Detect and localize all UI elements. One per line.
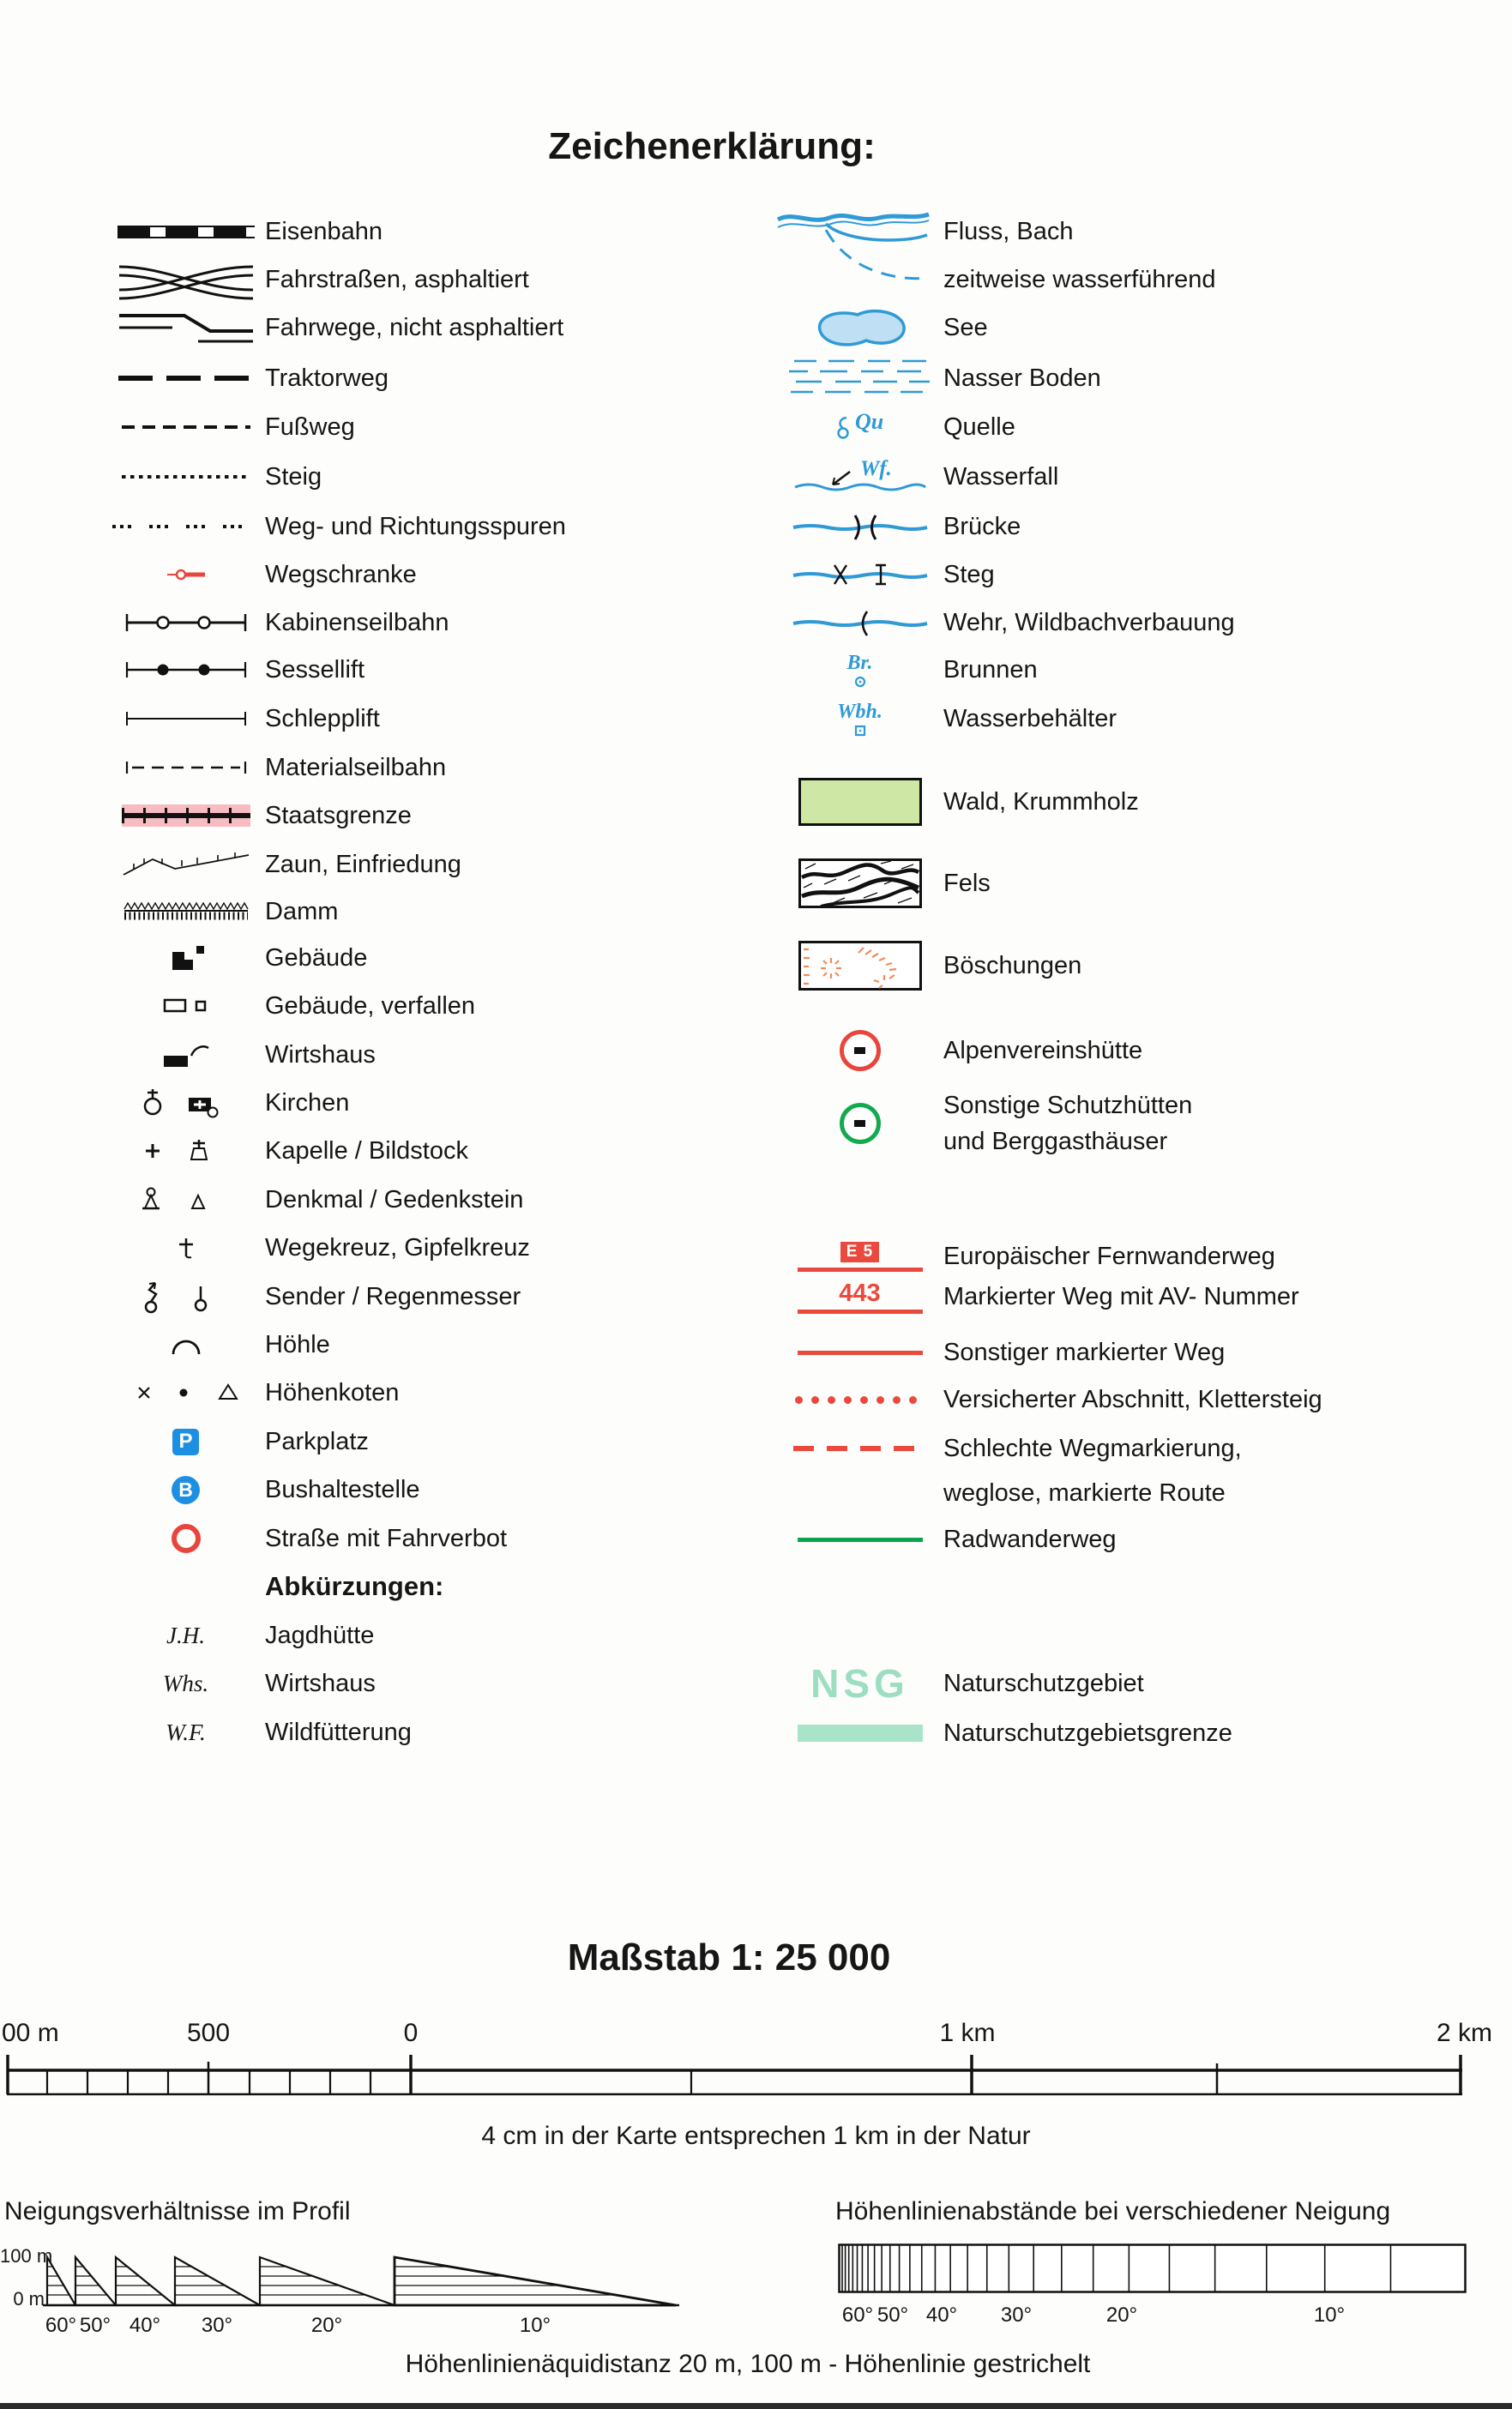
legend-label: Weg- und Richtungsspuren [265, 512, 566, 540]
legend-row [106, 503, 792, 551]
waterfall-abbr: Wf. [859, 457, 892, 480]
legend-row [106, 1176, 792, 1224]
legend-row [776, 256, 1512, 304]
legend-row [776, 1655, 1512, 1712]
legend-row [106, 208, 792, 256]
legend-row [106, 354, 792, 402]
legend-label: Wasserbehälter [943, 704, 1117, 732]
legend-row [106, 1418, 792, 1466]
legend-label: Gebäude, verfallen [265, 991, 476, 1020]
legend-row [776, 599, 1512, 647]
scale-tick-label: 500 [186, 2019, 231, 2047]
legend-row [106, 256, 792, 304]
legend-label: Denkmal / Gedenkstein [265, 1185, 524, 1214]
legend-row [106, 304, 792, 352]
rock-icon [776, 858, 943, 908]
legend-label: See [943, 313, 988, 341]
legend-label: Naturschutzgebietsgrenze [943, 1719, 1232, 1747]
legend-label: Kirchen [265, 1088, 350, 1117]
unpaved-road-icon [106, 309, 265, 346]
legend-label: Kapelle / Bildstock [265, 1136, 468, 1165]
legend-label: Brunnen [943, 655, 1038, 684]
legend-label: Böschungen [943, 951, 1082, 979]
legend-row [106, 1708, 792, 1756]
abbreviations-heading: Abkürzungen: [265, 1571, 444, 1601]
legend-label: Jagdhütte [265, 1621, 375, 1649]
waterfall-icon [776, 455, 943, 499]
legend-label: Wirtshaus [265, 1669, 376, 1697]
wayside-cross-icon [106, 1233, 265, 1262]
abbr-wf: W.F. [166, 1719, 206, 1745]
contour-angle-label: 50° [876, 2304, 909, 2327]
abbr-jh: J.H. [166, 1622, 205, 1648]
legend-row [776, 777, 1512, 827]
legend-label: Materialseilbahn [265, 753, 447, 781]
nature-reserve-icon [776, 1660, 943, 1707]
legend-row [776, 1515, 1512, 1563]
legend-row [106, 646, 792, 694]
chapel-shrine-icon [106, 1135, 265, 1166]
legend-row [106, 403, 792, 451]
legend-row [106, 1273, 792, 1321]
legend-row [776, 1273, 1512, 1321]
scan-edge [0, 2403, 1512, 2409]
legend-label: Alpenvereinshütte [943, 1036, 1143, 1064]
spring-icon [776, 410, 943, 444]
elevation-points-icon [106, 1380, 265, 1406]
water-tank-icon [776, 701, 943, 738]
legend-row [776, 695, 1512, 743]
chairlift-icon [106, 658, 265, 682]
cable-car-icon [106, 611, 265, 635]
parking-letter: P [178, 1430, 193, 1453]
embankment-icon [776, 941, 943, 991]
legend-row [776, 403, 1512, 451]
e5-badge: E 5 [840, 1242, 880, 1262]
legend-label: und Berggasthäuser [943, 1128, 1168, 1155]
contour-angle-label: 40° [925, 2304, 958, 2327]
abbreviations-heading-row [106, 1563, 792, 1611]
legend-row [106, 1466, 792, 1514]
well-abbr: Br. [846, 651, 873, 674]
legend-label: Damm [265, 897, 339, 925]
scale-title: Maßstab 1: 25 000 [567, 1936, 891, 1978]
legend-row [776, 1376, 1512, 1424]
legend-label: Staatsgrenze [265, 801, 412, 829]
legend-row [776, 1424, 1512, 1473]
scale-tick-label: 1 km [939, 2019, 996, 2047]
legend-row [106, 1369, 792, 1417]
legend-label: Fluss, Bach [943, 217, 1074, 245]
legend-label: Sonstiger markierter Weg [943, 1338, 1226, 1366]
scale-tick-label: 2 km [1436, 2019, 1492, 2047]
legend-label: Straße mit Fahrverbot [265, 1524, 508, 1552]
legend-row [106, 1224, 792, 1272]
legend-label: Traktorweg [265, 364, 389, 392]
profile-ylabel-top: 100 m [0, 2245, 53, 2267]
material-ropeway-icon [106, 757, 265, 778]
legend-row [776, 1469, 1512, 1517]
legend-label: Wald, Krummholz [943, 787, 1139, 816]
legend-label: Sender / Regenmesser [265, 1282, 521, 1310]
legend-label: Höhenkoten [265, 1378, 400, 1406]
paved-road-icon [106, 259, 265, 300]
page-title: Zeichenerklärung: [548, 125, 876, 167]
legend-label: Europäischer Fernwanderweg [943, 1242, 1275, 1270]
footer-caption: Höhenlinienäquidistanz 20 m, 100 m - Höhenlinie gestrichelt [405, 2350, 1091, 2378]
profile-angle-label: 40° [129, 2314, 161, 2337]
legend-label: Schlepplift [265, 704, 380, 732]
state-border-icon [106, 804, 265, 827]
legend-row [776, 354, 1512, 402]
contour-angle-label: 10° [1313, 2304, 1346, 2327]
forest-icon [776, 778, 943, 826]
legend-label: Versicherter Abschnitt, Klettersteig [943, 1385, 1322, 1413]
track-traces-icon [106, 525, 265, 528]
bridge-icon [776, 510, 943, 543]
inn-icon [106, 1040, 265, 1069]
legend-row [776, 941, 1512, 991]
legend-label: Wehr, Wildbachverbauung [943, 608, 1235, 636]
legend-row [776, 1328, 1512, 1376]
legend-row [106, 1321, 792, 1369]
legend-label: Höhle [265, 1330, 330, 1358]
legend-row [106, 934, 792, 982]
tractor-track-icon [106, 376, 265, 381]
legend-row [776, 503, 1512, 551]
legend-row [106, 1031, 792, 1079]
legend-label: Wildfütterung [265, 1718, 412, 1746]
profile-angle-label: 50° [79, 2314, 111, 2337]
legend-row [106, 453, 792, 501]
scale-tick-label: 00 m [2, 2019, 59, 2047]
legend-row [106, 1079, 792, 1127]
legend-row [776, 1092, 1512, 1155]
marked-trail-icon [776, 1351, 943, 1355]
trail-icon [106, 475, 265, 479]
legend-label: Wegekreuz, Gipfelkreuz [265, 1233, 530, 1262]
lake-icon [776, 303, 943, 352]
scale-tick-label: 0 [403, 2019, 419, 2047]
legend-label: Zaun, Einfriedung [265, 850, 461, 878]
legend-row [106, 1659, 792, 1707]
legend-row [106, 792, 792, 840]
weir-icon [776, 606, 943, 639]
legend-row [776, 646, 1512, 694]
barrier-icon [106, 568, 265, 581]
scale-bar [0, 2051, 1512, 2103]
slope-profile-diagram [26, 2230, 703, 2316]
scale-caption: 4 cm in der Karte entsprechen 1 km in der Natur [481, 2122, 1031, 2150]
t-bar-lift-icon [106, 708, 265, 729]
legend-label: Wasserfall [943, 462, 1059, 491]
nature-reserve-border-icon [776, 1725, 943, 1742]
legend-row [106, 1515, 792, 1563]
well-icon [776, 652, 943, 689]
legend-row [106, 695, 792, 743]
railway-icon [106, 226, 265, 238]
legend-row [106, 840, 792, 888]
nsg-letters: NSG [810, 1661, 909, 1706]
legend-label: zeitweise wasserführend [943, 265, 1216, 293]
wet-ground-icon [776, 354, 943, 402]
legend-label: Wegschranke [265, 560, 417, 588]
legend-label: Steg [943, 560, 995, 588]
e5-trail-icon [776, 1242, 943, 1272]
profile-angle-label: 20° [310, 2314, 343, 2337]
alpine-club-hut-icon [776, 1030, 943, 1071]
bus-stop-icon [106, 1476, 265, 1504]
contour-angle-label: 20° [1105, 2304, 1138, 2327]
poor-marking-icon [776, 1446, 943, 1451]
legend-row [776, 551, 1512, 599]
ruined-building-icon [106, 997, 265, 1015]
av-number-trail-icon [776, 1280, 943, 1314]
legend-label: Eisenbahn [265, 217, 383, 245]
legend-label: weglose, markierte Route [943, 1479, 1226, 1507]
legend-label: Kabinenseilbahn [265, 608, 449, 636]
legend-label: Nasser Boden [943, 364, 1101, 392]
legend-row [776, 208, 1512, 256]
legend-row [776, 1709, 1512, 1757]
legend-row [776, 858, 1512, 908]
legend-label: Fels [943, 869, 991, 897]
legend-label: Naturschutzgebiet [943, 1669, 1144, 1697]
legend-label: Brücke [943, 512, 1021, 540]
profile-title: Neigungsverhältnisse im Profil [4, 2197, 351, 2225]
contour-angle-label: 30° [1000, 2304, 1033, 2327]
av-number: 443 [839, 1280, 881, 1307]
legend-label: Radwanderweg [943, 1525, 1117, 1553]
legend-row [106, 888, 792, 936]
fence-icon [106, 851, 265, 878]
legend-label: Fahrstraßen, asphaltiert [265, 265, 529, 293]
via-ferrata-icon [776, 1396, 943, 1404]
legend-row [106, 551, 792, 599]
legend-row [106, 744, 792, 792]
profile-angle-label: 30° [201, 2314, 233, 2337]
contour-angle-label: 60° [841, 2304, 874, 2327]
contour-spacing-diagram [838, 2243, 1467, 2293]
parking-icon [106, 1429, 265, 1455]
monument-icon [106, 1184, 265, 1215]
legend-row [106, 599, 792, 647]
bike-route-icon [776, 1538, 943, 1542]
legend-label: Quelle [943, 413, 1015, 441]
legend-row [106, 1611, 792, 1659]
spring-abbr: Qu [854, 410, 883, 434]
water-tank-abbr: Wbh. [837, 700, 883, 723]
legend-label: Steig [265, 462, 322, 491]
building-icon [106, 942, 265, 974]
other-hut-icon [776, 1103, 943, 1144]
legend-row [776, 1027, 1512, 1075]
abbr-whs: Whs. [162, 1670, 209, 1696]
profile-angle-label: 10° [519, 2314, 551, 2337]
footpath-icon [106, 425, 265, 429]
legend-label: Schlechte Wegmarkierung, [943, 1434, 1242, 1462]
dam-icon [106, 900, 265, 924]
legend-row [776, 304, 1512, 352]
legend-label: Sonstige Schutzhütten [943, 1092, 1193, 1119]
legend-label: Markierter Weg mit AV- Nummer [943, 1282, 1299, 1310]
legend-label: Sessellift [265, 655, 365, 684]
bus-letter: B [178, 1478, 193, 1501]
profile-ylabel-bottom: 0 m [13, 2288, 45, 2310]
legend-label: Bushaltestelle [265, 1475, 420, 1503]
legend-label: Fahrwege, nicht asphaltiert [265, 313, 564, 341]
footbridge-icon [776, 558, 943, 591]
legend-label: Wirtshaus [265, 1040, 376, 1069]
legend-label: Fußweg [265, 413, 355, 441]
legend-row [776, 453, 1512, 501]
no-driving-icon [106, 1524, 265, 1553]
profile-angle-label: 60° [45, 2314, 77, 2337]
cave-icon [106, 1332, 265, 1358]
legend-row [106, 982, 792, 1030]
transmitter-raingauge-icon [106, 1278, 265, 1316]
churches-icon [106, 1086, 265, 1120]
legend-label: Gebäude [265, 943, 368, 972]
contour-title: Höhenlinienabstände bei verschiedener Neigung [835, 2197, 1391, 2225]
legend-label: Parkplatz [265, 1427, 369, 1455]
legend-row [106, 1127, 792, 1175]
